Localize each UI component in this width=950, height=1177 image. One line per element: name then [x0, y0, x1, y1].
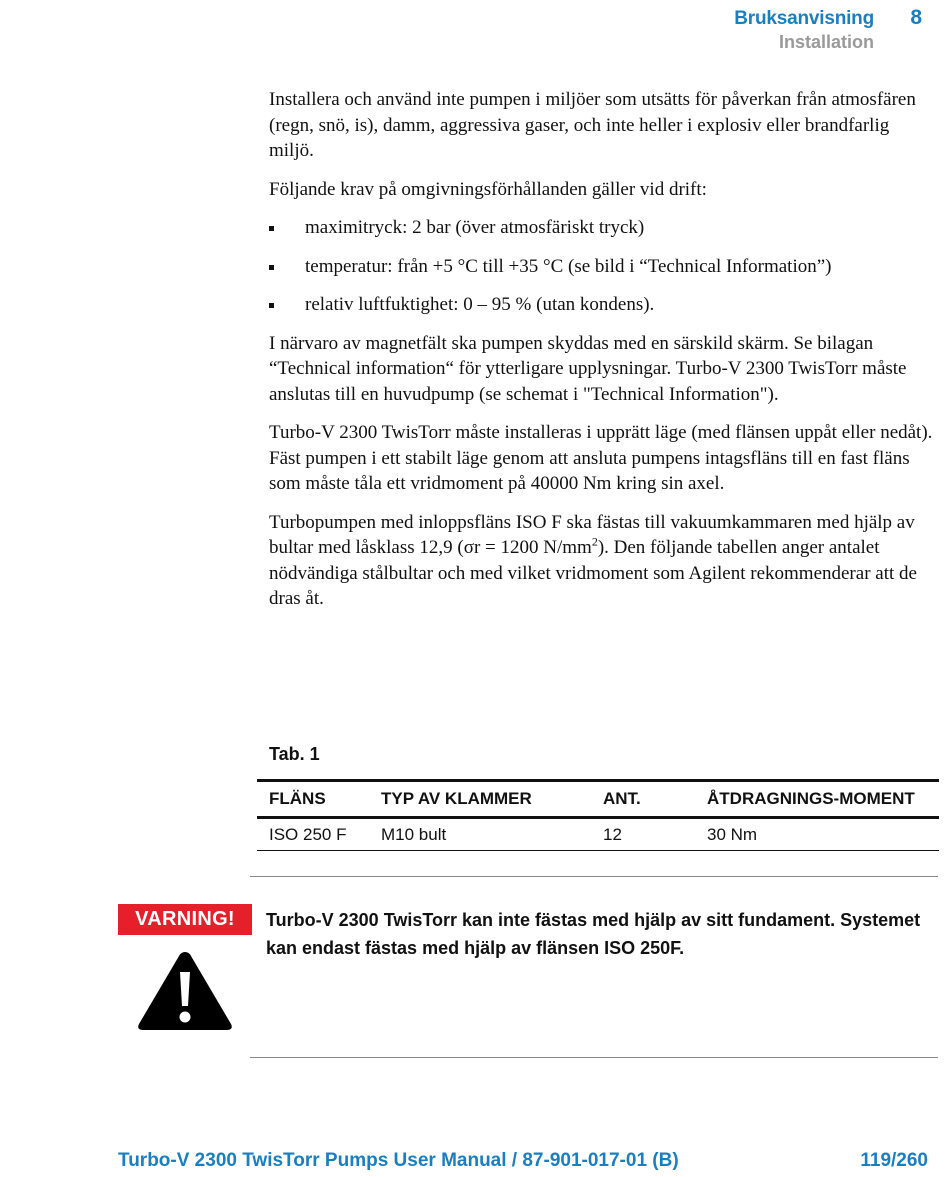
divider-top: [250, 876, 938, 877]
page-number: 119/260: [860, 1150, 928, 1171]
column-header: FLÄNS: [257, 781, 369, 818]
chapter-number: 8: [910, 6, 922, 29]
bolt-table: [257, 779, 939, 851]
paragraph-environment: Installera och använd inte pumpen i miljöer som utsätts för påverkan från atmosfären (regn, snö, is), damm, aggressiva gaser, och inte heller i explosiv eller brandfarlig miljö.: [269, 89, 916, 161]
list-item: temperatur: från +5 °C till +35 °C (se bild i “Technical Information”): [269, 254, 934, 280]
warning-badge: VARNING!: [118, 904, 252, 935]
column-header: ANT.: [591, 781, 695, 818]
warning-triangle-icon: [136, 948, 234, 1032]
header-title: Bruksanvisning: [734, 8, 874, 29]
list-item: relativ luftfuktighet: 0 – 95 % (utan kondens).: [269, 292, 934, 318]
paragraph-requirements: Följande krav på omgivningsförhållanden gäller vid drift:: [269, 178, 707, 200]
table-header-row: [257, 781, 939, 818]
header-section: Installation: [778, 32, 874, 52]
table-cell: 30 Nm: [695, 818, 939, 851]
table-row: [257, 818, 939, 851]
table-cell: 12: [591, 818, 695, 851]
table-caption: Tab. 1: [269, 744, 320, 764]
column-header: TYP AV KLAMMER: [369, 781, 591, 818]
paragraph-magnetic: I närvaro av magnetfält ska pumpen skyddas med en särskild skärm. Se bilagan “Technical information“ för ytterligare upplysningar. Turbo-V 2300 TwisTorr måste anslutas till en huvudpump (se schemat i "Technical Information").: [269, 332, 907, 405]
table-cell: ISO 250 F: [257, 818, 369, 851]
bullet-icon: [269, 303, 274, 308]
list-item: maximitryck: 2 bar (över atmosfäriskt tryck): [269, 215, 934, 241]
footer-manual: Turbo-V 2300 TwisTorr Pumps User Manual / 87-901-017-01 (B): [118, 1150, 679, 1171]
bullet-icon: [269, 265, 274, 270]
divider-bottom: [250, 1057, 938, 1058]
column-header: ÅTDRAGNINGS-MOMENT: [695, 781, 939, 818]
warning-text: Turbo-V 2300 TwisTorr kan inte fästas med hjälp av sitt fundament. Systemet kan endast fästas med hjälp av flänsen ISO 250F.: [266, 910, 921, 958]
paragraph-bolts: Turbopumpen med inloppsfläns ISO F ska fästas till vakuumkammaren med hjälp av bultar med låsklass 12,9 (σr = 1200 $N/mm^2$). Den följande tabellen anger antalet nödvändiga stålbultar och med vilket vridmoment som Agilent rekommenderar att de dras åt.: [269, 511, 917, 609]
bullet-icon: [269, 226, 274, 231]
body-text: [269, 87, 934, 625]
paragraph-mounting: Turbo-V 2300 TwisTorr måste installeras i upprätt läge (med flänsen uppåt eller nedåt). Fäst pumpen i ett stabilt läge genom att ansluta pumpens intagsfläns till en fast fläns som måste tåla ett vridmoment på 40000 Nm kring sin axel.: [269, 422, 933, 494]
requirements-list: [269, 215, 934, 318]
table-cell: M10 bult: [369, 818, 591, 851]
